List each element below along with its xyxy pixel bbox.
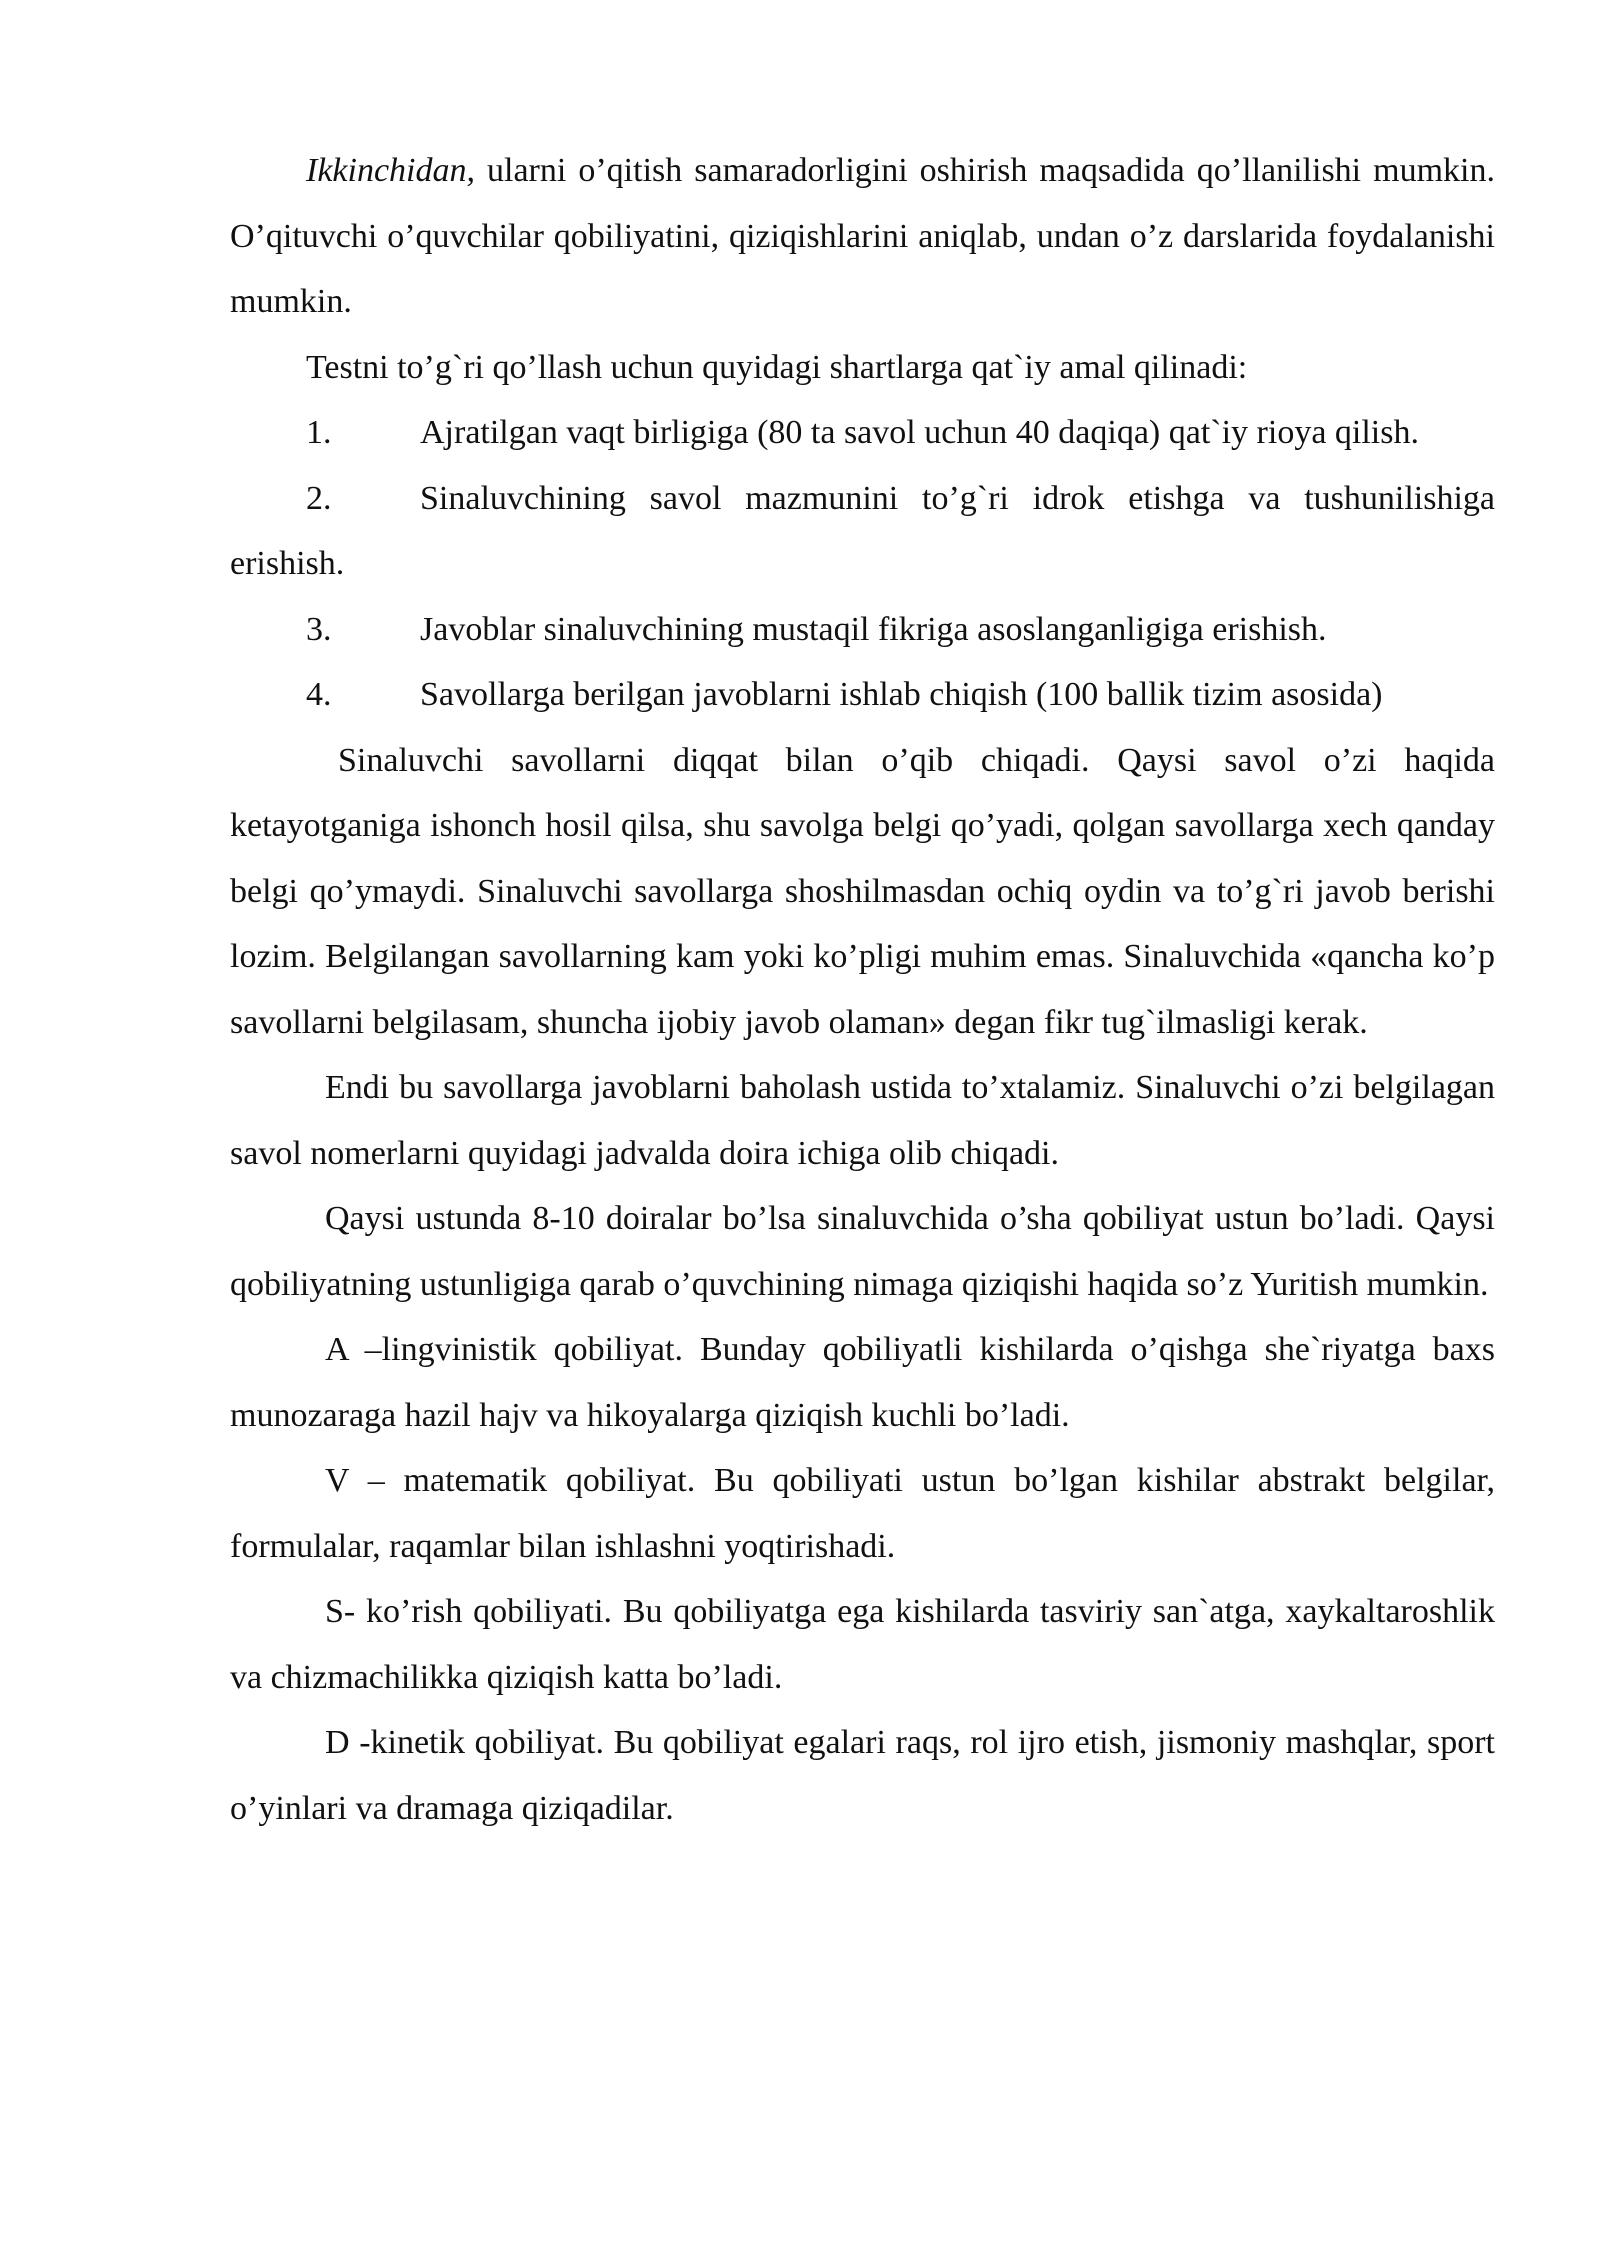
rule-text: Ajratilgan vaqt birligiga (80 ta savol uchun 40 daqiqa) qat`iy rioya qilish. bbox=[420, 414, 1419, 451]
body-paragraph-mathematical: V – matematik qobiliyat. Bu qobiliyati ustun bo’lgan kishilar abstrakt belgilar, formulalar, raqamlar bilan ishlashni yoqtirishadi. bbox=[230, 1462, 1495, 1565]
rule-number: 1. bbox=[306, 414, 332, 451]
rule-text: Savollarga berilgan javoblarni ishlab chiqish (100 ballik tizim asosida) bbox=[420, 676, 1383, 713]
rule-number: 4. bbox=[306, 676, 332, 713]
rule-number: 2. bbox=[306, 479, 332, 517]
body-paragraph-columns: Qaysi ustunda 8-10 doiralar bo’lsa sinaluvchida o’sha qobiliyat ustun bo’ladi. Qaysi qobiliyatning ustunligiga qarab o’quvchining nimaga qiziqishi haqida so’z Yuritish mumkin. bbox=[230, 1200, 1495, 1303]
rule-item-4 bbox=[230, 662, 1495, 728]
rule-item-2 bbox=[230, 466, 1495, 597]
body-paragraph-kinetic: D -kinetik qobiliyat. Bu qobiliyat egalari raqs, rol ijro etish, jismoniy mashqlar, sport o’yinlari va dramaga qiziqadilar. bbox=[230, 1724, 1495, 1827]
rule-item-1 bbox=[230, 400, 1495, 466]
intro-text: ularni o’qitish samaradorligini oshirish maqsadida qo’llanilishi mumkin. O’qituvchi o’quvchilar qobiliyatini, qiziqishlarini aniqlab, undan o’z darslarida foydalanishi mumkin. bbox=[230, 152, 1495, 320]
body-paragraph-instructions: Sinaluvchi savollarni diqqat bilan o’qib chiqadi. Qaysi savol o’zi haqida ketayotganiga ishonch hosil qilsa, shu savolga belgi qo’yadi, qolgan savollarga xech qanday belgi qo’ymaydi. Sinaluvchi savollarga shoshilmasdan ochiq oydin va to’g`ri javob berishi lozim. Belgilangan savollarning kam yoki ko’pligi muhim emas. Sinaluvchida «qancha ko’p savollarni belgilasam, shuncha ijobiy javob olaman» degan fikr tug`ilmasligi kerak. bbox=[230, 741, 1495, 1041]
rules-heading: Testni to’g`ri qo’llash uchun quyidagi shartlarga qat`iy amal qilinadi: bbox=[306, 348, 1248, 386]
rule-item-3 bbox=[230, 597, 1495, 663]
rule-number: 3. bbox=[306, 610, 332, 648]
body-paragraph-visual: S- ko’rish qobiliyati. Bu qobiliyatga ega kishilarda tasviriy san`atga, xaykaltaroshlik va chizmachilikka qiziqish katta bo’ladi. bbox=[230, 1593, 1495, 1696]
intro-paragraph bbox=[230, 138, 1495, 335]
document-page bbox=[230, 138, 1495, 1841]
intro-lead-italic: Ikkinchidan, bbox=[306, 152, 475, 189]
body-paragraph-evaluation: Endi bu savollarga javoblarni baholash ustida to’xtalamiz. Sinaluvchi o’zi belgilagan savol nomerlarni quyidagi jadvalda doira ichiga olib chiqadi. bbox=[230, 1069, 1495, 1172]
rule-text: Sinaluvchining savol mazmunini to’g`ri idrok etishga va tushunilishiga erishish. bbox=[230, 479, 1495, 582]
rule-text: Javoblar sinaluvchining mustaqil fikriga asoslanganligiga erishish. bbox=[420, 610, 1327, 648]
body-paragraph-linguistic: A –lingvinistik qobiliyat. Bunday qobiliyatli kishilarda o’qishga she`riyatga baxs munozaraga hazil hajv va hikoyalarga qiziqish kuchli bo’ladi. bbox=[230, 1331, 1495, 1434]
